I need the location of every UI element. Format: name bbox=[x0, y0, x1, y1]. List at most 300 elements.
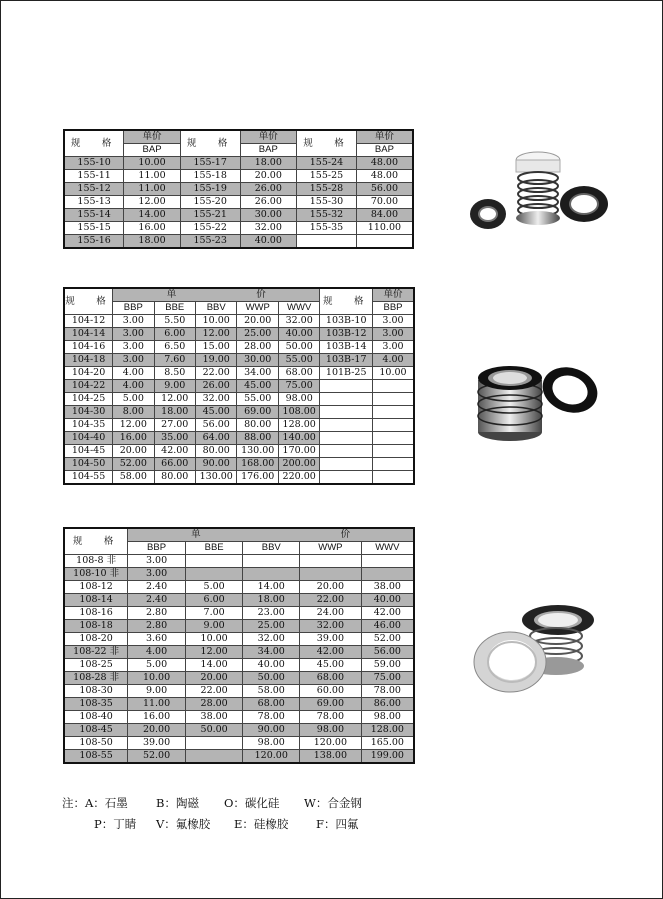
price-cell: 12.00 bbox=[124, 196, 181, 209]
table-row bbox=[64, 581, 414, 594]
spec-cell: 108-25 bbox=[64, 659, 128, 672]
price-cell: 3.00 bbox=[113, 328, 154, 341]
price-cell: 98.00 bbox=[300, 724, 362, 737]
price-cell: 7.60 bbox=[154, 354, 195, 367]
price-cell: 11.00 bbox=[124, 183, 181, 196]
spec-cell: 155-20 bbox=[180, 196, 240, 209]
table-row bbox=[64, 646, 414, 659]
price-cell: 32.00 bbox=[300, 620, 362, 633]
price-cell: 3.00 bbox=[373, 315, 415, 328]
spec-cell: 108-28 非 bbox=[64, 672, 128, 685]
table-row bbox=[64, 724, 414, 737]
price-cell: 12.00 bbox=[196, 328, 237, 341]
spec-header: 规 格 bbox=[320, 288, 373, 315]
price-cell: 42.00 bbox=[361, 607, 414, 620]
price-cell: 12.00 bbox=[185, 646, 243, 659]
price-cell: 6.00 bbox=[185, 594, 243, 607]
spec-cell: 155-22 bbox=[180, 222, 240, 235]
table-row bbox=[64, 555, 414, 568]
spec-cell: 104-30 bbox=[64, 406, 113, 419]
price-cell: 84.00 bbox=[356, 209, 413, 222]
price-cell: 46.00 bbox=[361, 620, 414, 633]
price-cell: 32.00 bbox=[243, 633, 300, 646]
spec-cell: 108-20 bbox=[64, 633, 128, 646]
price-cell: 130.00 bbox=[196, 471, 237, 485]
price-cell: 15.00 bbox=[196, 341, 237, 354]
spec-cell: 155-35 bbox=[297, 222, 357, 235]
price-cell: 138.00 bbox=[300, 750, 362, 764]
price-cell: 35.00 bbox=[154, 432, 195, 445]
spec-cell: 108-16 bbox=[64, 607, 128, 620]
price-cell: 20.00 bbox=[237, 315, 278, 328]
seal-108-photo bbox=[470, 600, 610, 700]
unit-price-header: 单价 bbox=[124, 130, 181, 144]
spec-cell: 108-8 非 bbox=[64, 555, 128, 568]
unit-price-header: 单价 bbox=[240, 130, 297, 144]
bap-header: BAP bbox=[124, 144, 181, 157]
price-cell: 3.00 bbox=[113, 354, 154, 367]
price-cell: 52.00 bbox=[361, 633, 414, 646]
price-cell: 88.00 bbox=[237, 432, 278, 445]
seal-155-photo bbox=[466, 148, 611, 238]
price-cell: 56.00 bbox=[356, 183, 413, 196]
spec-cell: 155-17 bbox=[180, 157, 240, 170]
table-row bbox=[64, 568, 414, 581]
seal-104-photo bbox=[470, 352, 605, 447]
price-cell: 90.00 bbox=[243, 724, 300, 737]
column-header-bbe: BBE bbox=[154, 302, 195, 315]
legend-item: F：四氟 bbox=[316, 817, 359, 831]
price-cell: 34.00 bbox=[243, 646, 300, 659]
price-cell: 78.00 bbox=[243, 711, 300, 724]
price-table-104 bbox=[63, 287, 415, 485]
price-cell: 45.00 bbox=[196, 406, 237, 419]
price-cell: 39.00 bbox=[128, 737, 186, 750]
unit-price-header: 单价 bbox=[373, 288, 415, 302]
spec-cell: 104-25 bbox=[64, 393, 113, 406]
price-cell: 10.00 bbox=[185, 633, 243, 646]
price-cell: 18.00 bbox=[240, 157, 297, 170]
price-cell: 110.00 bbox=[356, 222, 413, 235]
spec-cell: 103B-10 bbox=[320, 315, 373, 328]
table-row bbox=[64, 209, 413, 222]
material-legend-line-1 bbox=[62, 795, 362, 811]
price-cell: 18.00 bbox=[243, 594, 300, 607]
spec-cell: 155-10 bbox=[64, 157, 124, 170]
price-cell bbox=[373, 419, 415, 432]
price-cell bbox=[361, 568, 414, 581]
price-cell: 80.00 bbox=[154, 471, 195, 485]
price-cell: 5.50 bbox=[154, 315, 195, 328]
price-cell: 68.00 bbox=[300, 672, 362, 685]
table-row bbox=[64, 367, 414, 380]
price-cell: 20.00 bbox=[128, 724, 186, 737]
bap-header: BAP bbox=[356, 144, 413, 157]
price-cell: 42.00 bbox=[154, 445, 195, 458]
price-cell: 3.00 bbox=[373, 328, 415, 341]
price-cell: 26.00 bbox=[240, 183, 297, 196]
price-cell: 28.00 bbox=[237, 341, 278, 354]
price-cell: 42.00 bbox=[300, 646, 362, 659]
price-cell: 69.00 bbox=[300, 698, 362, 711]
spec-cell: 103B-17 bbox=[320, 354, 373, 367]
column-header-bbv: BBV bbox=[196, 302, 237, 315]
spec-cell: 155-28 bbox=[297, 183, 357, 196]
spec-cell: 104-14 bbox=[64, 328, 113, 341]
spec-cell bbox=[320, 445, 373, 458]
price-cell bbox=[356, 235, 413, 249]
price-table-155 bbox=[63, 129, 414, 249]
price-cell: 48.00 bbox=[356, 157, 413, 170]
price-cell: 56.00 bbox=[361, 646, 414, 659]
price-cell: 48.00 bbox=[356, 170, 413, 183]
unit-price-header bbox=[113, 288, 320, 302]
spec-header: 规 格 bbox=[297, 130, 357, 157]
table-row bbox=[64, 672, 414, 685]
price-cell: 34.00 bbox=[237, 367, 278, 380]
price-cell: 2.80 bbox=[128, 620, 186, 633]
price-cell: 86.00 bbox=[361, 698, 414, 711]
price-cell bbox=[373, 380, 415, 393]
price-cell: 2.40 bbox=[128, 581, 186, 594]
price-cell: 32.00 bbox=[240, 222, 297, 235]
spec-cell: 155-14 bbox=[64, 209, 124, 222]
price-cell: 22.00 bbox=[300, 594, 362, 607]
legend-item: O：碳化硅 bbox=[224, 796, 280, 810]
table-row bbox=[64, 471, 414, 485]
spec-cell bbox=[320, 419, 373, 432]
price-cell bbox=[373, 393, 415, 406]
spec-cell: 108-30 bbox=[64, 685, 128, 698]
price-cell: 50.00 bbox=[243, 672, 300, 685]
price-cell: 18.00 bbox=[154, 406, 195, 419]
price-cell bbox=[243, 555, 300, 568]
price-cell: 70.00 bbox=[356, 196, 413, 209]
spec-cell bbox=[320, 432, 373, 445]
price-cell bbox=[185, 555, 243, 568]
table-row bbox=[64, 235, 413, 249]
legend-item: 注：A：石墨 bbox=[62, 796, 128, 810]
price-cell: 98.00 bbox=[278, 393, 319, 406]
price-cell: 23.00 bbox=[243, 607, 300, 620]
price-cell: 3.00 bbox=[373, 341, 415, 354]
price-cell: 140.00 bbox=[278, 432, 319, 445]
unit-price-char-1: 单 bbox=[191, 529, 201, 540]
price-cell: 176.00 bbox=[237, 471, 278, 485]
legend-item: E：硅橡胶 bbox=[234, 817, 289, 831]
spec-cell: 108-10 非 bbox=[64, 568, 128, 581]
table-row bbox=[64, 328, 414, 341]
price-cell: 120.00 bbox=[300, 737, 362, 750]
spec-cell: 101B-25 bbox=[320, 367, 373, 380]
spec-cell: 108-50 bbox=[64, 737, 128, 750]
table-row bbox=[64, 633, 414, 646]
price-cell bbox=[185, 737, 243, 750]
price-cell: 8.00 bbox=[113, 406, 154, 419]
price-cell: 75.00 bbox=[278, 380, 319, 393]
price-table-108 bbox=[63, 527, 415, 764]
spec-header: 规 格 bbox=[64, 528, 128, 555]
table-row bbox=[64, 698, 414, 711]
price-cell bbox=[300, 555, 362, 568]
table-row bbox=[64, 659, 414, 672]
price-cell: 32.00 bbox=[196, 393, 237, 406]
table-row bbox=[64, 594, 414, 607]
price-cell: 20.00 bbox=[185, 672, 243, 685]
spec-cell: 108-35 bbox=[64, 698, 128, 711]
spec-cell: 108-55 bbox=[64, 750, 128, 764]
spec-cell: 104-55 bbox=[64, 471, 113, 485]
price-cell: 45.00 bbox=[300, 659, 362, 672]
spec-cell: 155-12 bbox=[64, 183, 124, 196]
price-cell: 2.80 bbox=[128, 607, 186, 620]
spec-cell bbox=[320, 471, 373, 485]
spec-cell bbox=[320, 393, 373, 406]
price-cell: 11.00 bbox=[124, 170, 181, 183]
price-cell bbox=[300, 568, 362, 581]
price-cell: 80.00 bbox=[237, 419, 278, 432]
price-cell: 128.00 bbox=[278, 419, 319, 432]
price-cell: 220.00 bbox=[278, 471, 319, 485]
price-cell: 18.00 bbox=[124, 235, 181, 249]
column-header-wwp: WWP bbox=[237, 302, 278, 315]
price-cell: 4.00 bbox=[373, 354, 415, 367]
price-cell: 50.00 bbox=[185, 724, 243, 737]
spec-cell: 155-11 bbox=[64, 170, 124, 183]
price-cell: 16.00 bbox=[113, 432, 154, 445]
legend-item: B：陶磁 bbox=[156, 796, 199, 810]
price-cell: 38.00 bbox=[361, 581, 414, 594]
spec-cell: 155-32 bbox=[297, 209, 357, 222]
price-cell bbox=[373, 445, 415, 458]
price-cell: 4.00 bbox=[113, 380, 154, 393]
price-cell: 26.00 bbox=[196, 380, 237, 393]
price-cell: 80.00 bbox=[196, 445, 237, 458]
spec-header: 规 格 bbox=[64, 288, 113, 315]
spec-cell: 108-45 bbox=[64, 724, 128, 737]
price-cell: 40.00 bbox=[243, 659, 300, 672]
spec-cell: 104-18 bbox=[64, 354, 113, 367]
price-cell: 3.60 bbox=[128, 633, 186, 646]
price-cell: 5.00 bbox=[185, 581, 243, 594]
table-row bbox=[64, 432, 414, 445]
spec-header: 规 格 bbox=[180, 130, 240, 157]
price-cell: 6.00 bbox=[154, 328, 195, 341]
price-cell: 14.00 bbox=[185, 659, 243, 672]
price-cell: 10.00 bbox=[128, 672, 186, 685]
spec-header: 规 格 bbox=[64, 130, 124, 157]
unit-price-header: 单价 bbox=[356, 130, 413, 144]
spec-cell: 155-30 bbox=[297, 196, 357, 209]
table-row bbox=[64, 222, 413, 235]
price-cell: 5.00 bbox=[113, 393, 154, 406]
column-header-bbp: BBP bbox=[128, 542, 186, 555]
spec-cell: 108-40 bbox=[64, 711, 128, 724]
price-cell: 40.00 bbox=[361, 594, 414, 607]
bap-header: BAP bbox=[240, 144, 297, 157]
table-row bbox=[64, 341, 414, 354]
spec-cell: 104-40 bbox=[64, 432, 113, 445]
price-cell: 30.00 bbox=[237, 354, 278, 367]
legend-item: P：丁睛 bbox=[94, 817, 137, 831]
price-cell: 50.00 bbox=[278, 341, 319, 354]
column-header-bbv: BBV bbox=[243, 542, 300, 555]
price-cell: 3.00 bbox=[113, 315, 154, 328]
price-cell: 4.00 bbox=[128, 646, 186, 659]
spec-cell: 108-12 bbox=[64, 581, 128, 594]
price-cell: 6.50 bbox=[154, 341, 195, 354]
price-cell: 9.00 bbox=[185, 620, 243, 633]
price-cell: 60.00 bbox=[300, 685, 362, 698]
price-cell: 12.00 bbox=[113, 419, 154, 432]
column-header-bbp: BBP bbox=[373, 302, 415, 315]
price-cell: 11.00 bbox=[128, 698, 186, 711]
spec-cell: 155-21 bbox=[180, 209, 240, 222]
table-row bbox=[64, 157, 413, 170]
price-cell bbox=[361, 555, 414, 568]
table-row bbox=[64, 737, 414, 750]
price-cell: 108.00 bbox=[278, 406, 319, 419]
price-cell: 120.00 bbox=[243, 750, 300, 764]
spec-cell bbox=[320, 380, 373, 393]
price-cell: 4.00 bbox=[113, 367, 154, 380]
spec-cell bbox=[297, 235, 357, 249]
price-cell: 98.00 bbox=[243, 737, 300, 750]
unit-price-char-2: 价 bbox=[256, 289, 266, 300]
spec-cell: 104-45 bbox=[64, 445, 113, 458]
spec-cell: 155-23 bbox=[180, 235, 240, 249]
spec-cell: 155-18 bbox=[180, 170, 240, 183]
price-cell: 55.00 bbox=[237, 393, 278, 406]
price-cell: 3.00 bbox=[128, 555, 186, 568]
price-cell: 25.00 bbox=[237, 328, 278, 341]
table-row bbox=[64, 607, 414, 620]
spec-cell: 108-14 bbox=[64, 594, 128, 607]
spec-cell: 104-20 bbox=[64, 367, 113, 380]
price-cell: 10.00 bbox=[196, 315, 237, 328]
price-cell: 9.00 bbox=[128, 685, 186, 698]
legend-item: W：合金钢 bbox=[304, 796, 362, 810]
price-cell: 16.00 bbox=[124, 222, 181, 235]
table-row bbox=[64, 380, 414, 393]
price-cell: 52.00 bbox=[128, 750, 186, 764]
price-cell: 68.00 bbox=[243, 698, 300, 711]
price-cell: 69.00 bbox=[237, 406, 278, 419]
price-cell: 12.00 bbox=[154, 393, 195, 406]
price-cell: 14.00 bbox=[243, 581, 300, 594]
spec-cell: 155-24 bbox=[297, 157, 357, 170]
table-row bbox=[64, 183, 413, 196]
price-cell: 168.00 bbox=[237, 458, 278, 471]
price-cell: 27.00 bbox=[154, 419, 195, 432]
price-cell: 20.00 bbox=[113, 445, 154, 458]
price-cell: 25.00 bbox=[243, 620, 300, 633]
price-cell: 28.00 bbox=[185, 698, 243, 711]
spec-cell: 104-16 bbox=[64, 341, 113, 354]
price-cell: 7.00 bbox=[185, 607, 243, 620]
column-header-bbp: BBP bbox=[113, 302, 154, 315]
price-cell: 98.00 bbox=[361, 711, 414, 724]
price-cell: 40.00 bbox=[278, 328, 319, 341]
price-cell: 5.00 bbox=[128, 659, 186, 672]
spec-cell: 104-50 bbox=[64, 458, 113, 471]
table-row bbox=[64, 354, 414, 367]
spec-cell: 108-18 bbox=[64, 620, 128, 633]
price-cell: 58.00 bbox=[113, 471, 154, 485]
price-cell: 75.00 bbox=[361, 672, 414, 685]
spec-cell: 155-13 bbox=[64, 196, 124, 209]
price-cell: 59.00 bbox=[361, 659, 414, 672]
price-cell: 165.00 bbox=[361, 737, 414, 750]
spec-cell: 103B-14 bbox=[320, 341, 373, 354]
column-header-wwp: WWP bbox=[300, 542, 362, 555]
price-cell: 19.00 bbox=[196, 354, 237, 367]
price-cell: 10.00 bbox=[373, 367, 415, 380]
spec-cell: 103B-12 bbox=[320, 328, 373, 341]
price-cell: 3.00 bbox=[128, 568, 186, 581]
price-cell: 55.00 bbox=[278, 354, 319, 367]
price-cell: 64.00 bbox=[196, 432, 237, 445]
price-cell: 78.00 bbox=[300, 711, 362, 724]
spec-cell: 155-19 bbox=[180, 183, 240, 196]
price-cell: 9.00 bbox=[154, 380, 195, 393]
price-cell: 170.00 bbox=[278, 445, 319, 458]
spec-cell: 155-15 bbox=[64, 222, 124, 235]
price-cell: 78.00 bbox=[361, 685, 414, 698]
spec-cell bbox=[320, 406, 373, 419]
table-row bbox=[64, 711, 414, 724]
price-cell: 3.00 bbox=[113, 341, 154, 354]
table-row bbox=[64, 750, 414, 764]
price-cell: 26.00 bbox=[240, 196, 297, 209]
price-cell: 68.00 bbox=[278, 367, 319, 380]
legend-item: V：氟橡胶 bbox=[156, 817, 211, 831]
price-cell: 10.00 bbox=[124, 157, 181, 170]
price-cell bbox=[373, 432, 415, 445]
price-cell: 24.00 bbox=[300, 607, 362, 620]
price-cell: 200.00 bbox=[278, 458, 319, 471]
price-cell: 39.00 bbox=[300, 633, 362, 646]
price-cell: 8.50 bbox=[154, 367, 195, 380]
table-row bbox=[64, 445, 414, 458]
price-cell: 20.00 bbox=[240, 170, 297, 183]
table-row bbox=[64, 170, 413, 183]
price-cell: 130.00 bbox=[237, 445, 278, 458]
unit-price-header bbox=[128, 528, 414, 542]
column-header-wwv: WWV bbox=[361, 542, 414, 555]
price-cell bbox=[373, 458, 415, 471]
table-row bbox=[64, 620, 414, 633]
spec-cell: 108-22 非 bbox=[64, 646, 128, 659]
price-cell bbox=[243, 568, 300, 581]
price-cell: 2.40 bbox=[128, 594, 186, 607]
price-cell: 45.00 bbox=[237, 380, 278, 393]
column-header-wwv: WWV bbox=[278, 302, 319, 315]
price-cell: 20.00 bbox=[300, 581, 362, 594]
spec-cell: 155-16 bbox=[64, 235, 124, 249]
price-cell: 199.00 bbox=[361, 750, 414, 764]
spec-cell bbox=[320, 458, 373, 471]
price-cell: 56.00 bbox=[196, 419, 237, 432]
spec-cell: 104-12 bbox=[64, 315, 113, 328]
price-cell: 58.00 bbox=[243, 685, 300, 698]
price-cell bbox=[185, 750, 243, 764]
material-legend-line-2 bbox=[94, 816, 358, 832]
unit-price-char-2: 价 bbox=[340, 529, 351, 540]
table-row bbox=[64, 393, 414, 406]
price-cell: 22.00 bbox=[196, 367, 237, 380]
column-header-bbe: BBE bbox=[185, 542, 243, 555]
